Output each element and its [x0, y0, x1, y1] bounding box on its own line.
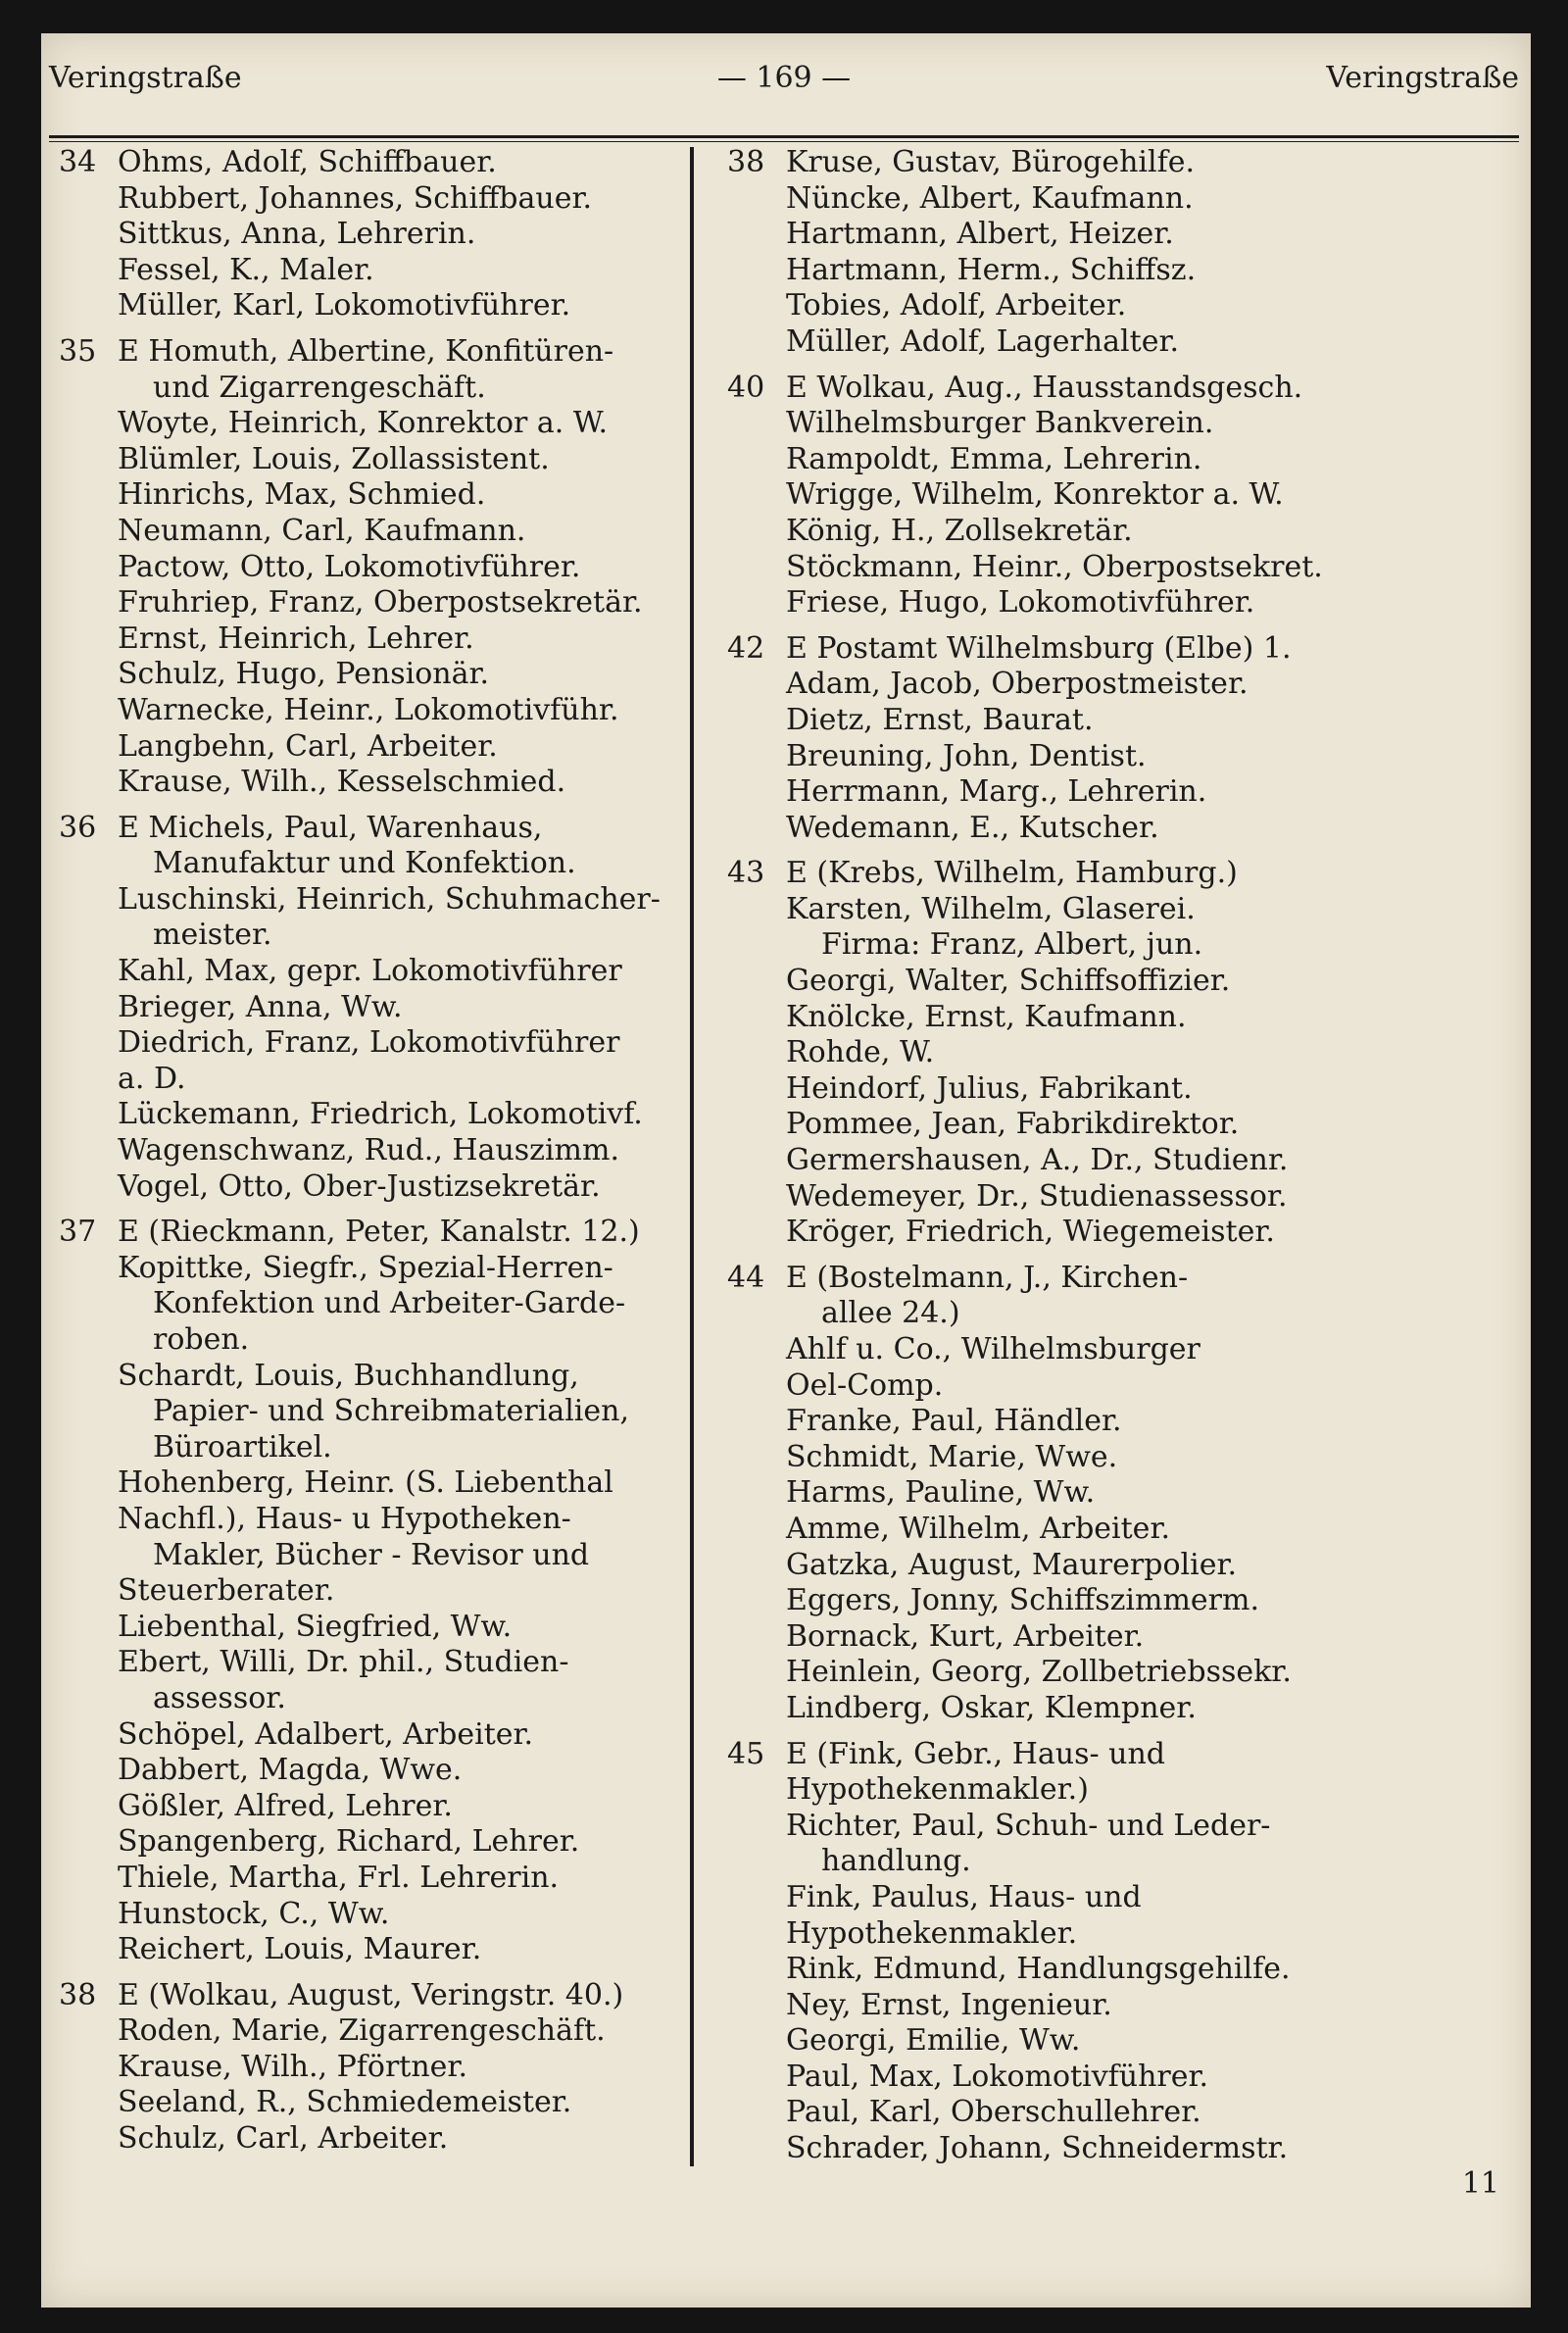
resident-line: Ebert, Willi, Dr. phil., Studien- — [118, 1645, 569, 1680]
resident-line: Papier- und Schreibmaterialien, — [153, 1394, 630, 1429]
resident-line: Pommee, Jean, Fabrikdirektor. — [786, 1107, 1240, 1142]
resident-line: Stöckmann, Heinr., Oberpostsekret. — [786, 549, 1323, 584]
resident-line: Müller, Adolf, Lagerhalter. — [786, 323, 1180, 359]
resident-line: Thiele, Martha, Frl. Lehrerin. — [118, 1860, 560, 1895]
resident-line: Ohms, Adolf, Schiffbauer. — [118, 145, 497, 179]
resident-line: Kröger, Friedrich, Wiegemeister. — [786, 1215, 1275, 1250]
resident-line: Paul, Max, Lokomotivführer. — [786, 2059, 1209, 2094]
resident-line: Wrigge, Wilhelm, Konrektor a. W. — [786, 477, 1284, 513]
resident-line: Rampoldt, Emma, Lehrerin. — [786, 441, 1202, 476]
resident-line: Hunstock, C., Ww. — [118, 1896, 390, 1931]
resident-line: Lindberg, Oskar, Klempner. — [786, 1690, 1197, 1725]
header-rule-thin — [49, 141, 1519, 142]
resident-line: a. D. — [118, 1061, 186, 1096]
resident-line: Dietz, Ernst, Baurat. — [786, 702, 1094, 737]
resident-line: Breuning, John, Dentist. — [786, 738, 1147, 773]
resident-line: Adam, Jacob, Oberpostmeister. — [786, 667, 1249, 702]
resident-line: Schardt, Louis, Buchhandlung, — [118, 1358, 579, 1393]
resident-line: Wilhelmsburger Bankverein. — [786, 406, 1214, 441]
house-entry — [59, 1978, 686, 2158]
resident-line: Hinrichs, Max, Schmied. — [118, 477, 486, 513]
resident-line: Schöpel, Adalbert, Arbeiter. — [118, 1716, 534, 1752]
house-entry — [59, 334, 686, 801]
resident-line: E Michels, Paul, Warenhaus, — [118, 810, 543, 845]
entry-gap — [59, 801, 686, 811]
resident-line: Firma: Franz, Albert, jun. — [821, 927, 1203, 963]
resident-line: E Homuth, Albertine, Konfitüren- — [118, 333, 614, 369]
resident-line: E (Fink, Gebr., Haus- und — [786, 1736, 1165, 1771]
resident-line: Spangenberg, Richard, Lehrer. — [118, 1824, 580, 1860]
resident-line: Kopittke, Siegfr., Spezial-Herren- — [118, 1250, 613, 1285]
resident-line: E Postamt Wilhelmsburg (Elbe) 1. — [786, 630, 1292, 666]
resident-line: Schulz, Carl, Arbeiter. — [118, 2121, 449, 2157]
entry-gap — [727, 361, 1354, 371]
resident-line: Steuerberater. — [118, 1573, 335, 1609]
house-number: 43 — [727, 856, 765, 891]
resident-line: Heinlein, Georg, Zollbetriebssekr. — [786, 1655, 1292, 1690]
resident-line: Fruhriep, Franz, Oberpostsekretär. — [118, 585, 643, 620]
header-street-right: Veringstraße — [1326, 61, 1519, 95]
entry-gap — [727, 621, 1354, 631]
resident-line: Fink, Paulus, Haus- und — [786, 1879, 1142, 1914]
resident-line: Ernst, Heinrich, Lehrer. — [118, 620, 474, 656]
resident-line: Fessel, K., Maler. — [118, 252, 374, 287]
resident-line: Diedrich, Franz, Lokomotivführer — [118, 1025, 620, 1061]
resident-line: Herrmann, Marg., Lehrerin. — [786, 774, 1207, 810]
resident-line: Germershausen, A., Dr., Studienr. — [786, 1143, 1289, 1178]
resident-line: Woyte, Heinrich, Konrektor a. W. — [118, 406, 608, 441]
entry-gap — [59, 1205, 686, 1215]
resident-line: Paul, Karl, Oberschullehrer. — [786, 2095, 1201, 2130]
header-page-number: — 169 — — [716, 61, 852, 95]
resident-line: Neumann, Carl, Kaufmann. — [118, 513, 526, 548]
house-number: 34 — [59, 145, 97, 179]
resident-line: Eggers, Jonny, Schiffszimmerm. — [786, 1583, 1259, 1618]
resident-line: Schulz, Hugo, Pensionär. — [118, 657, 490, 692]
resident-line: Gößler, Alfred, Lehrer. — [118, 1788, 453, 1823]
entry-gap — [59, 324, 686, 334]
resident-line: Amme, Wilhelm, Arbeiter. — [786, 1511, 1171, 1546]
resident-line: Reichert, Louis, Maurer. — [118, 1932, 482, 1967]
house-entry — [727, 371, 1354, 621]
resident-line: Bornack, Kurt, Arbeiter. — [786, 1618, 1145, 1654]
resident-line: Friese, Hugo, Lokomotivführer. — [786, 585, 1255, 620]
resident-line: Hartmann, Albert, Heizer. — [786, 217, 1174, 252]
resident-line: Makler, Bücher - Revisor und — [153, 1537, 590, 1572]
house-number: 45 — [727, 1736, 765, 1771]
resident-line: Harms, Pauline, Ww. — [786, 1475, 1096, 1511]
resident-line: Warnecke, Heinr., Lokomotivführ. — [118, 692, 619, 727]
resident-line: Oel-Comp. — [786, 1367, 944, 1403]
house-entry — [727, 1737, 1354, 2167]
house-number: 38 — [727, 145, 765, 179]
resident-line: Dabbert, Magda, Wwe. — [118, 1753, 463, 1788]
resident-line: Vogel, Otto, Ober-Justizsekretär. — [118, 1168, 601, 1204]
resident-line: Georgi, Emilie, Ww. — [786, 2023, 1081, 2059]
resident-line: Lückemann, Friedrich, Lokomotivf. — [118, 1097, 643, 1132]
resident-line: handlung. — [821, 1844, 971, 1879]
house-entry — [727, 1261, 1354, 1727]
resident-line: Krause, Wilh., Kesselschmied. — [118, 765, 566, 800]
resident-line: Kruse, Gustav, Bürogehilfe. — [786, 145, 1196, 179]
resident-line: Konfektion und Arbeiter-Garde- — [153, 1286, 626, 1321]
header-street-left: Veringstraße — [49, 61, 242, 95]
house-entry — [727, 631, 1354, 847]
house-entry — [59, 811, 686, 1206]
resident-line: allee 24.) — [821, 1296, 960, 1331]
resident-line: E Wolkau, Aug., Hausstandsgesch. — [786, 370, 1303, 405]
resident-line: Karsten, Wilhelm, Glaserei. — [786, 891, 1196, 926]
resident-line: Hartmann, Herm., Schiffsz. — [786, 252, 1197, 287]
resident-line: Rink, Edmund, Handlungsgehilfe. — [786, 1952, 1291, 1987]
house-number: 35 — [59, 333, 97, 369]
resident-line: und Zigarrengeschäft. — [153, 370, 486, 405]
page-header — [49, 61, 1519, 108]
resident-line: Blümler, Louis, Zollassistent. — [118, 441, 550, 476]
house-number: 37 — [59, 1215, 97, 1250]
resident-line: Büroartikel. — [153, 1429, 332, 1464]
resident-line: Sittkus, Anna, Lehrerin. — [118, 217, 476, 252]
resident-line: Gatzka, August, Maurerpolier. — [786, 1547, 1238, 1582]
resident-line: meister. — [153, 918, 272, 953]
resident-line: Franke, Paul, Händler. — [786, 1404, 1122, 1439]
resident-line: Luschinski, Heinrich, Schuhmacher- — [118, 881, 661, 917]
resident-line: E (Krebs, Wilhelm, Hamburg.) — [786, 856, 1238, 891]
footer-page-number: 11 — [1461, 2166, 1499, 2201]
resident-line: Müller, Karl, Lokomotivführer. — [118, 288, 571, 323]
entry-gap — [59, 1968, 686, 1978]
entry-gap — [727, 1251, 1354, 1261]
house-entry — [727, 145, 1354, 361]
resident-line: Roden, Marie, Zigarrengeschäft. — [118, 2013, 606, 2049]
house-entry — [727, 856, 1354, 1251]
header-rule-thick — [49, 135, 1519, 138]
house-entry — [59, 1215, 686, 1967]
right-column — [727, 145, 1354, 2167]
resident-line: Brieger, Anna, Ww. — [118, 989, 403, 1024]
resident-line: Krause, Wilh., Pförtner. — [118, 2049, 468, 2084]
resident-line: Nüncke, Albert, Kaufmann. — [786, 180, 1194, 216]
resident-line: Hypothekenmakler.) — [786, 1772, 1089, 1808]
entry-gap — [727, 1727, 1354, 1737]
resident-line: Liebenthal, Siegfried, Ww. — [118, 1609, 513, 1644]
resident-line: Manufaktur und Konfektion. — [153, 846, 576, 881]
resident-line: Seeland, R., Schmiedemeister. — [118, 2085, 572, 2120]
house-number: 36 — [59, 810, 97, 845]
resident-line: Pactow, Otto, Lokomotivführer. — [118, 549, 581, 584]
house-number: 40 — [727, 370, 765, 405]
entry-gap — [727, 846, 1354, 856]
resident-line: Heindorf, Julius, Fabrikant. — [786, 1070, 1193, 1106]
resident-line: Wedemeyer, Dr., Studienassessor. — [786, 1178, 1288, 1214]
resident-line: Rohde, W. — [786, 1035, 935, 1070]
house-number: 42 — [727, 630, 765, 666]
resident-line: E (Rieckmann, Peter, Kanalstr. 12.) — [118, 1215, 640, 1250]
resident-line: Ney, Ernst, Ingenieur. — [786, 1987, 1112, 2022]
resident-line: Schmidt, Marie, Wwe. — [786, 1439, 1118, 1474]
resident-line: Wagenschwanz, Rud., Hauszimm. — [118, 1133, 619, 1168]
resident-line: Kahl, Max, gepr. Lokomotivführer — [118, 954, 622, 989]
resident-line: König, H., Zollsekretär. — [786, 513, 1133, 548]
column-divider — [690, 147, 694, 2166]
resident-line: E (Bostelmann, J., Kirchen- — [786, 1260, 1189, 1295]
resident-line: assessor. — [153, 1680, 286, 1715]
resident-line: Knölcke, Ernst, Kaufmann. — [786, 999, 1187, 1034]
resident-line: Schrader, Johann, Schneidermstr. — [786, 2131, 1289, 2166]
resident-line: Hypothekenmakler. — [786, 1915, 1078, 1951]
resident-line: Rubbert, Johannes, Schiffbauer. — [118, 180, 593, 216]
resident-line: Nachfl.), Haus- u Hypotheken- — [118, 1501, 571, 1536]
resident-line: Hohenberg, Heinr. (S. Liebenthal — [118, 1465, 613, 1501]
resident-line: roben. — [153, 1322, 250, 1357]
resident-line: E (Wolkau, August, Veringstr. 40.) — [118, 1977, 624, 2012]
resident-line: Wedemann, E., Kutscher. — [786, 810, 1159, 845]
resident-line: Richter, Paul, Schuh- und Leder- — [786, 1808, 1271, 1843]
house-number: 38 — [59, 1977, 97, 2012]
resident-line: Georgi, Walter, Schiffsoffizier. — [786, 964, 1231, 999]
resident-line: Ahlf u. Co., Wilhelmsburger — [786, 1332, 1200, 1366]
resident-line: Tobies, Adolf, Arbeiter. — [786, 288, 1127, 323]
house-number: 44 — [727, 1260, 765, 1295]
house-entry — [59, 145, 686, 324]
left-column — [59, 145, 686, 2158]
resident-line: Langbehn, Carl, Arbeiter. — [118, 728, 498, 764]
